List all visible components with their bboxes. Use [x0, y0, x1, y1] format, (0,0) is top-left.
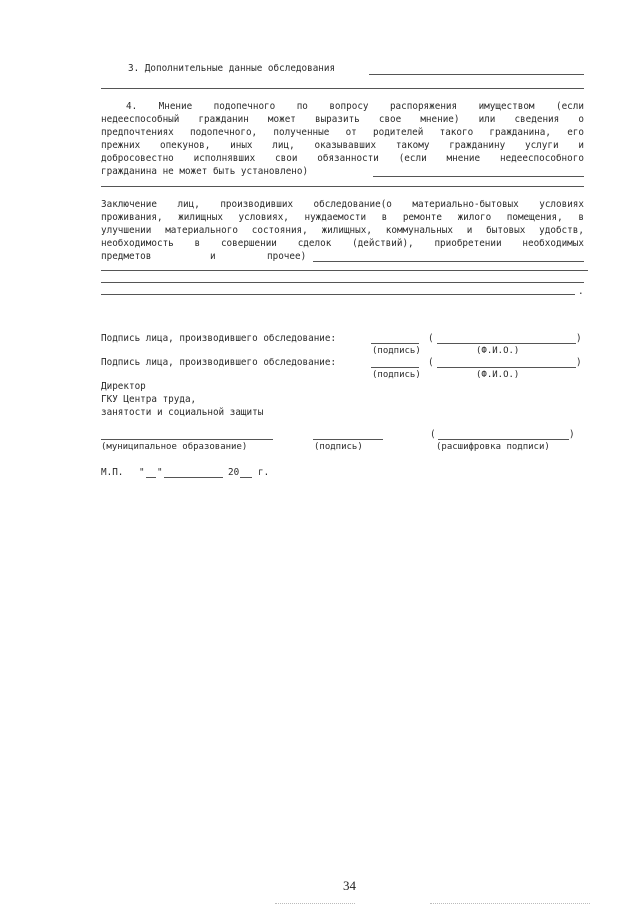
date-quote-open: " [139, 467, 145, 478]
conclusion-word: коммунальных [385, 225, 453, 236]
section-4-word: вопросу [329, 101, 369, 112]
conclusion-word: и [210, 251, 216, 262]
page-number: 34 [343, 878, 356, 893]
section-4-line [101, 126, 584, 139]
municipality-line [101, 439, 273, 440]
section-4-line [101, 113, 584, 126]
section-4-word: свое [378, 114, 402, 125]
conclusion-word: жилищных [178, 212, 223, 223]
section-4-word: распоряжения [389, 101, 458, 112]
section-4-word: оказывавших [314, 140, 377, 151]
fio-line-2 [437, 367, 576, 368]
section-3-text: 3. Дополнительные данные обследования [128, 63, 336, 74]
section-4-word: исполнявших [193, 153, 256, 164]
conclusion-word: ремонте [402, 212, 442, 223]
section-4-word: опекунов, [159, 140, 211, 151]
conclusion-word: Заключение [101, 199, 157, 210]
conclusion-word: состояния, [251, 225, 308, 236]
section-4-word: добросовестно [101, 153, 174, 164]
signature-caption-2: (подпись) [372, 370, 421, 380]
signature-caption-1: (подпись) [372, 346, 421, 356]
conclusion-fill-line-4 [101, 294, 575, 295]
year-line [240, 477, 252, 478]
section-4-line [101, 139, 584, 152]
conclusion-word: сделок [297, 238, 332, 249]
date-quote-close: " [157, 467, 163, 478]
conclusion-word: приобретении [434, 238, 502, 249]
section-4-word: выразить [314, 114, 360, 125]
month-line [164, 477, 223, 478]
director-org-line-1: ГКУ Центра труда, [101, 394, 197, 405]
conclusion-word: в [578, 212, 584, 223]
conclusion-line [101, 224, 584, 237]
section-4-word: родителей [373, 127, 424, 138]
conclusion-line [101, 211, 584, 224]
section-4-word: (если [555, 101, 584, 112]
section-4-word: такому [395, 140, 430, 151]
signature-line-1 [371, 343, 419, 344]
conclusion-word: условиях, [238, 212, 289, 223]
conclusion-word: материального [165, 225, 238, 236]
section-4-word: такого [439, 127, 474, 138]
conclusion-word: жилого [457, 212, 492, 223]
conclusion-fill-line-3 [101, 282, 584, 283]
conclusion-word: улучшении [101, 225, 152, 236]
section-4-word: обязанности [317, 153, 379, 164]
conclusion-word: и [466, 225, 473, 236]
section-4-word: свои [275, 153, 298, 164]
fio-line-1 [437, 343, 576, 344]
section-4-word: гражданин [198, 114, 249, 125]
conclusion-word: в [381, 212, 388, 223]
fio-caption-1: (Ф.И.О.) [476, 346, 520, 356]
conclusion-word: нуждаемости [304, 212, 367, 223]
year-suffix: г. [258, 467, 270, 478]
section-4-line [126, 100, 584, 113]
conclusion-word: производивших [220, 199, 294, 210]
section-4-word: по [296, 101, 308, 112]
signature-label-1: Подпись лица, производившего обследование: [101, 333, 337, 344]
section-4-fill-line-2 [101, 186, 584, 187]
section-4-word: Мнение [158, 101, 193, 112]
conclusion-word: проживания, [101, 212, 163, 223]
director-signature-caption: (подпись) [314, 442, 363, 452]
section-4-word: 4. [126, 101, 138, 112]
director-signature-line [313, 439, 383, 440]
section-4-word: может [267, 114, 296, 125]
section-4-word: прежних [101, 140, 141, 151]
section-4-word: сведения [514, 114, 560, 125]
conclusion-word: (действий), [352, 238, 414, 249]
stamp-mp: М.П. [101, 467, 124, 478]
conclusion-period: . [578, 286, 584, 297]
section-4-word: полученные [273, 127, 330, 138]
fio-open-paren-2: ( [428, 357, 434, 368]
conclusion-word: жилищных, [321, 225, 372, 236]
municipality-caption: (муниципальное образование) [101, 442, 248, 452]
year-prefix: 20 [228, 467, 240, 478]
section-4-word: (если [398, 153, 427, 164]
conclusion-word: необходимость [101, 238, 174, 249]
decoding-close-paren: ) [569, 429, 575, 440]
conclusion-word: помещения, [506, 212, 563, 223]
conclusion-word: прочее) [267, 251, 307, 262]
section-4-word: услуги [524, 140, 559, 151]
conclusion-word: в [194, 238, 201, 249]
fio-caption-2: (Ф.И.О.) [476, 370, 520, 380]
director-org-line-2: занятости и социальной защиты [101, 407, 264, 418]
section-4-word: подопечного, [189, 127, 258, 138]
section-4-word: гражданину [449, 140, 506, 151]
section-4-word: предпочтениях [101, 127, 174, 138]
fio-open-paren-1: ( [428, 333, 434, 344]
section-4-fill-line [373, 176, 584, 177]
section-4-word: гражданина, [489, 127, 551, 138]
fio-close-paren-2: ) [576, 357, 582, 368]
conclusion-fill-line-2 [101, 270, 588, 271]
conclusion-word: лиц, [177, 199, 200, 210]
section-4-word: и [578, 140, 584, 151]
conclusion-word: предметов [101, 251, 152, 262]
section-4-last-line: гражданина не может быть установлено) [101, 166, 309, 177]
section-3-fill-line-2 [101, 88, 584, 89]
conclusion-line [101, 198, 584, 211]
conclusion-word: обследование(о [313, 199, 392, 210]
conclusion-word: бытовых [486, 225, 526, 236]
section-4-word: подопечного [213, 101, 276, 112]
section-4-word: мнение) [420, 114, 460, 125]
conclusion-word: материально-бытовых [412, 199, 519, 210]
section-4-word: недееспособный [101, 114, 180, 125]
decoding-line [438, 439, 569, 440]
scan-artifact-line [430, 903, 590, 904]
section-4-word: имуществом [478, 101, 535, 112]
signature-line-2 [371, 367, 419, 368]
section-4-word: от [345, 127, 357, 138]
section-4-line [101, 152, 584, 165]
fio-close-paren-1: ) [576, 333, 582, 344]
section-4-word: недееспособного [499, 153, 584, 164]
section-4-word: мнение [446, 153, 481, 164]
section-4-word: лиц, [272, 140, 295, 151]
section-4-word: или [478, 114, 496, 125]
section-3-fill-line [369, 74, 584, 75]
decoding-open-paren: ( [430, 429, 436, 440]
conclusion-word: совершении [220, 238, 277, 249]
day-line [146, 477, 156, 478]
conclusion-line [101, 237, 584, 250]
section-4-word: его [567, 127, 584, 138]
decoding-caption: (расшифровка подписи) [436, 442, 550, 452]
scan-artifact-line [275, 903, 355, 904]
section-4-word: о [578, 114, 584, 125]
signature-label-2: Подпись лица, производившего обследование: [101, 357, 337, 368]
conclusion-fill-line [313, 261, 584, 262]
conclusion-word: необходимых [522, 238, 584, 249]
conclusion-word: удобств, [539, 225, 584, 236]
section-4-word: иных [230, 140, 253, 151]
director-title: Директор [101, 381, 146, 392]
conclusion-word: условиях [539, 199, 584, 210]
